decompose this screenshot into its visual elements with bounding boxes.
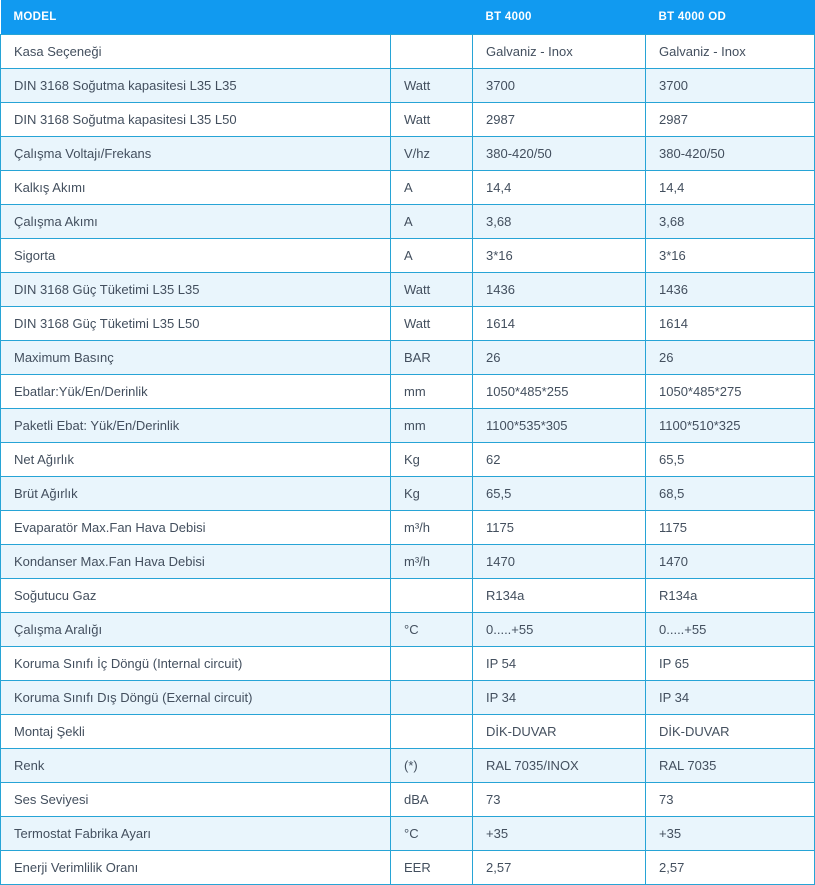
table-row xyxy=(1,783,815,817)
spec-label: Evaparatör Max.Fan Hava Debisi xyxy=(1,511,391,545)
spec-unit: BAR xyxy=(391,341,473,375)
header-unit xyxy=(391,0,473,35)
spec-unit: Watt xyxy=(391,273,473,307)
table-row xyxy=(1,749,815,783)
spec-label: Çalışma Voltajı/Frekans xyxy=(1,137,391,171)
spec-value-bt4000od: +35 xyxy=(646,817,815,851)
spec-unit: A xyxy=(391,205,473,239)
spec-value-bt4000: RAL 7035/INOX xyxy=(473,749,646,783)
spec-value-bt4000: 26 xyxy=(473,341,646,375)
spec-value-bt4000: 0.....+55 xyxy=(473,613,646,647)
table-row xyxy=(1,273,815,307)
table-header-row xyxy=(1,0,815,35)
table-row xyxy=(1,477,815,511)
spec-value-bt4000: 1436 xyxy=(473,273,646,307)
table-row xyxy=(1,545,815,579)
spec-label: Soğutucu Gaz xyxy=(1,579,391,613)
table-row xyxy=(1,35,815,69)
spec-label: Kasa Seçeneği xyxy=(1,35,391,69)
spec-value-bt4000od: 2987 xyxy=(646,103,815,137)
table-row xyxy=(1,579,815,613)
spec-value-bt4000od: 3*16 xyxy=(646,239,815,273)
spec-unit: Watt xyxy=(391,69,473,103)
table-row xyxy=(1,511,815,545)
spec-value-bt4000: 1100*535*305 xyxy=(473,409,646,443)
table-row xyxy=(1,137,815,171)
spec-value-bt4000od: 1436 xyxy=(646,273,815,307)
spec-value-bt4000: 2,57 xyxy=(473,851,646,885)
spec-unit: A xyxy=(391,239,473,273)
spec-value-bt4000od: 0.....+55 xyxy=(646,613,815,647)
spec-value-bt4000: 380-420/50 xyxy=(473,137,646,171)
spec-label: Koruma Sınıfı Dış Döngü (Exernal circuit) xyxy=(1,681,391,715)
spec-value-bt4000: +35 xyxy=(473,817,646,851)
table-row xyxy=(1,715,815,749)
table-row xyxy=(1,171,815,205)
spec-value-bt4000: DİK-DUVAR xyxy=(473,715,646,749)
spec-value-bt4000od: 26 xyxy=(646,341,815,375)
spec-label: Ebatlar:Yük/En/Derinlik xyxy=(1,375,391,409)
spec-value-bt4000od: IP 34 xyxy=(646,681,815,715)
spec-value-bt4000: 3,68 xyxy=(473,205,646,239)
spec-unit: °C xyxy=(391,817,473,851)
spec-label: DIN 3168 Güç Tüketimi L35 L50 xyxy=(1,307,391,341)
spec-value-bt4000od: DİK-DUVAR xyxy=(646,715,815,749)
spec-value-bt4000od: 1175 xyxy=(646,511,815,545)
spec-value-bt4000: 62 xyxy=(473,443,646,477)
spec-label: Kondanser Max.Fan Hava Debisi xyxy=(1,545,391,579)
spec-value-bt4000od: 1614 xyxy=(646,307,815,341)
table-row xyxy=(1,375,815,409)
spec-value-bt4000: IP 34 xyxy=(473,681,646,715)
spec-label: DIN 3168 Soğutma kapasitesi L35 L35 xyxy=(1,69,391,103)
spec-value-bt4000od: 65,5 xyxy=(646,443,815,477)
table-row xyxy=(1,69,815,103)
spec-unit: Watt xyxy=(391,307,473,341)
spec-value-bt4000od: R134a xyxy=(646,579,815,613)
spec-value-bt4000od: 3,68 xyxy=(646,205,815,239)
spec-label: Çalışma Akımı xyxy=(1,205,391,239)
spec-label: Net Ağırlık xyxy=(1,443,391,477)
spec-unit: (*) xyxy=(391,749,473,783)
spec-table-body xyxy=(1,35,815,885)
spec-value-bt4000od: 1050*485*275 xyxy=(646,375,815,409)
spec-label: Sigorta xyxy=(1,239,391,273)
spec-value-bt4000od: RAL 7035 xyxy=(646,749,815,783)
header-bt4000od: BT 4000 OD xyxy=(646,0,815,35)
spec-value-bt4000: 3700 xyxy=(473,69,646,103)
spec-value-bt4000: 73 xyxy=(473,783,646,817)
spec-value-bt4000: 65,5 xyxy=(473,477,646,511)
table-row xyxy=(1,681,815,715)
header-bt4000: BT 4000 xyxy=(473,0,646,35)
spec-value-bt4000od: 380-420/50 xyxy=(646,137,815,171)
spec-value-bt4000od: 2,57 xyxy=(646,851,815,885)
spec-value-bt4000: 1470 xyxy=(473,545,646,579)
spec-unit: °C xyxy=(391,613,473,647)
spec-unit: mm xyxy=(391,409,473,443)
table-row xyxy=(1,103,815,137)
spec-value-bt4000od: 73 xyxy=(646,783,815,817)
table-row xyxy=(1,307,815,341)
spec-unit: Kg xyxy=(391,443,473,477)
spec-unit xyxy=(391,579,473,613)
table-row xyxy=(1,409,815,443)
spec-unit: m³/h xyxy=(391,545,473,579)
header-model: MODEL xyxy=(1,0,391,35)
spec-unit: V/hz xyxy=(391,137,473,171)
table-row xyxy=(1,205,815,239)
spec-value-bt4000: 14,4 xyxy=(473,171,646,205)
spec-label: Ses Seviyesi xyxy=(1,783,391,817)
spec-label: Kalkış Akımı xyxy=(1,171,391,205)
spec-unit xyxy=(391,647,473,681)
table-row xyxy=(1,341,815,375)
spec-unit: Watt xyxy=(391,103,473,137)
spec-label: Paketli Ebat: Yük/En/Derinlik xyxy=(1,409,391,443)
spec-value-bt4000: R134a xyxy=(473,579,646,613)
spec-unit: m³/h xyxy=(391,511,473,545)
spec-label: DIN 3168 Soğutma kapasitesi L35 L50 xyxy=(1,103,391,137)
spec-value-bt4000: 1050*485*255 xyxy=(473,375,646,409)
table-row xyxy=(1,851,815,885)
spec-label: Çalışma Aralığı xyxy=(1,613,391,647)
spec-value-bt4000: 2987 xyxy=(473,103,646,137)
spec-value-bt4000: 1175 xyxy=(473,511,646,545)
spec-label: DIN 3168 Güç Tüketimi L35 L35 xyxy=(1,273,391,307)
spec-value-bt4000od: 1100*510*325 xyxy=(646,409,815,443)
table-row xyxy=(1,817,815,851)
spec-label: Maximum Basınç xyxy=(1,341,391,375)
table-row xyxy=(1,443,815,477)
spec-label: Montaj Şekli xyxy=(1,715,391,749)
spec-label: Brüt Ağırlık xyxy=(1,477,391,511)
spec-label: Renk xyxy=(1,749,391,783)
spec-value-bt4000od: IP 65 xyxy=(646,647,815,681)
spec-unit: mm xyxy=(391,375,473,409)
spec-value-bt4000: 3*16 xyxy=(473,239,646,273)
spec-label: Enerji Verimlilik Oranı xyxy=(1,851,391,885)
table-row xyxy=(1,647,815,681)
spec-value-bt4000: IP 54 xyxy=(473,647,646,681)
spec-value-bt4000: Galvaniz - Inox xyxy=(473,35,646,69)
spec-unit xyxy=(391,715,473,749)
spec-value-bt4000od: 1470 xyxy=(646,545,815,579)
spec-unit xyxy=(391,35,473,69)
spec-value-bt4000od: 68,5 xyxy=(646,477,815,511)
spec-label: Termostat Fabrika Ayarı xyxy=(1,817,391,851)
spec-value-bt4000od: 3700 xyxy=(646,69,815,103)
spec-unit: EER xyxy=(391,851,473,885)
spec-unit: A xyxy=(391,171,473,205)
table-row xyxy=(1,239,815,273)
spec-value-bt4000od: 14,4 xyxy=(646,171,815,205)
spec-unit xyxy=(391,681,473,715)
table-row xyxy=(1,613,815,647)
spec-label: Koruma Sınıfı İç Döngü (Internal circuit) xyxy=(1,647,391,681)
spec-value-bt4000od: Galvaniz - Inox xyxy=(646,35,815,69)
spec-unit: dBA xyxy=(391,783,473,817)
spec-unit: Kg xyxy=(391,477,473,511)
spec-value-bt4000: 1614 xyxy=(473,307,646,341)
